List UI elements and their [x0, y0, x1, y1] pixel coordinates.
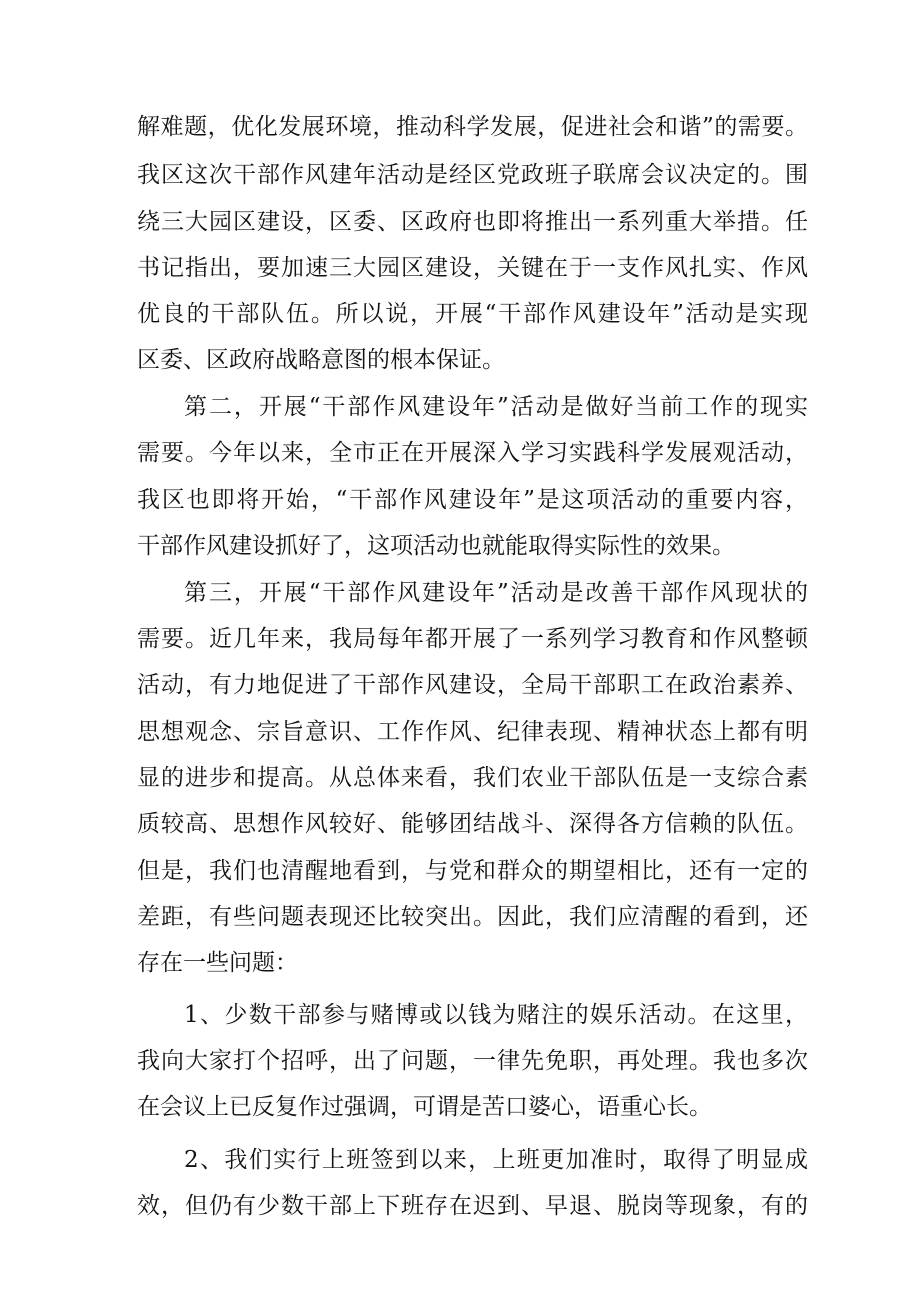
text-line: 活动，有力地促进了干部作风建设，全局干部职工在政治素养、: [137, 672, 808, 698]
text-line: 2、我们实行上班签到以来，上班更加准时，取得了明显成: [184, 1147, 808, 1173]
text-line: 优良的干部队伍。所以说，开展“干部作风建设年”活动是实现: [137, 301, 808, 327]
text-line: 存在一些问题：: [137, 950, 298, 976]
text-line: 绕三大园区建设，区委、区政府也即将推出一系列重大举措。任: [137, 209, 808, 235]
text-line: 在会议上已反复作过强调，可谓是苦口婆心，语重心长。: [137, 1094, 712, 1120]
text-line: 我区这次干部作风建年活动是经区党政班子联席会议决定的。围: [137, 162, 808, 188]
text-line: 但是，我们也清醒地看到，与党和群众的期望相比，还有一定的: [137, 858, 808, 884]
text-line: 解难题，优化发展环境，推动科学发展，促进社会和谐”的需要。: [137, 114, 808, 140]
text-line: 干部作风建设抓好了，这项活动也就能取得实际性的效果。: [137, 533, 735, 559]
text-line: 显的进步和提高。从总体来看，我们农业干部队伍是一支综合素: [137, 765, 808, 791]
text-line: 区委、区政府战略意图的根本保证。: [137, 347, 505, 373]
text-line: 需要。今年以来，全市正在开展深入学习实践科学发展观活动，: [137, 440, 808, 466]
text-line: 1、少数干部参与赌博或以钱为赌注的娱乐活动。在这里，: [184, 1002, 808, 1028]
text-line: 第三，开展“干部作风建设年”活动是改善干部作风现状的: [184, 580, 808, 606]
text-line: 思想观念、宗旨意识、工作作风、纪律表现、精神状态上都有明: [137, 719, 808, 745]
text-line: 书记指出，要加速三大园区建设，关键在于一支作风扎实、作风: [137, 255, 808, 281]
text-line: 效，但仍有少数干部上下班存在迟到、早退、脱岗等现象，有的: [137, 1193, 808, 1219]
text-line: 需要。近几年来，我局每年都开展了一系列学习教育和作风整顿: [137, 626, 808, 652]
text-line: 差距，有些问题表现还比较突出。因此，我们应清醒的看到，还: [137, 904, 808, 930]
text-line: 我向大家打个招呼，出了问题，一律先免职，再处理。我也多次: [137, 1048, 808, 1074]
text-line: 我区也即将开始，“干部作风建设年”是这项活动的重要内容，: [137, 487, 808, 513]
text-line: 第二，开展“干部作风建设年”活动是做好当前工作的现实: [184, 394, 808, 420]
text-line: 质较高、思想作风较好、能够团结战斗、深得各方信赖的队伍。: [137, 811, 808, 837]
